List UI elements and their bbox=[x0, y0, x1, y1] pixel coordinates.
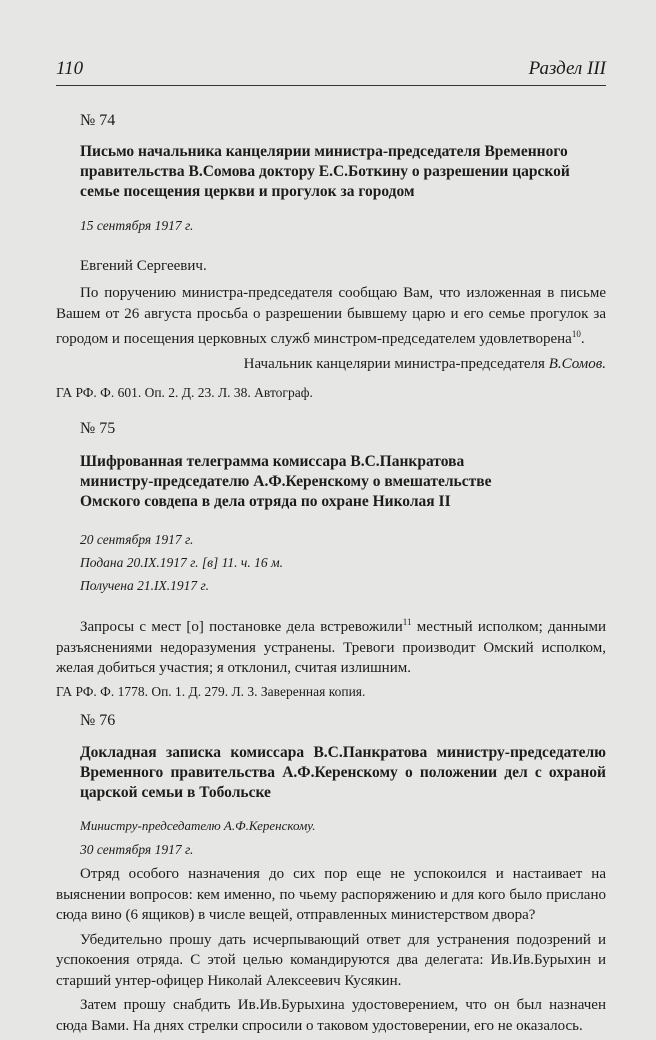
doc-74-body-end: . bbox=[580, 331, 585, 347]
doc-74-signature bbox=[244, 356, 606, 373]
doc-74-date: 15 сентября 1917 г. bbox=[80, 218, 194, 233]
page-number: 110 bbox=[56, 58, 84, 79]
signature-name: В.Сомов. bbox=[548, 356, 606, 372]
doc-74-body bbox=[56, 283, 606, 354]
doc-75-title: Шифрованная телеграмма комиссара В.С.Панкратова министру-председателю А.Ф.Керенскому о вмешательстве Омского совдепа в дела отряда по охране Николая II bbox=[80, 453, 492, 510]
doc-76-addressee: Министру-председателю А.Ф.Керенскому. bbox=[80, 818, 316, 833]
doc-76-title: Докладная записка комиссара В.С.Панкратова министру-председателю Временного правительства А.Ф.Керенскому о положении дел с охраной царской семьи в Тобольске bbox=[80, 744, 606, 801]
doc-74-body-text: По поручению министра-председателя сообщаю Вам, что изложенная в письме Вашем от 26 августа просьба о разрешении бывшему царю и его семье прогулок за городом и посещения церковных служб минстром-председателем удовлетворена bbox=[56, 285, 606, 347]
signature-role: Начальник канцелярии министра-председателя bbox=[243, 356, 545, 372]
doc-75-number: № 75 bbox=[80, 420, 116, 437]
doc-74-salutation: Евгений Сергеевич. bbox=[80, 258, 207, 274]
header-rule bbox=[56, 85, 606, 86]
doc-76-date: 30 сентября 1917 г. bbox=[80, 842, 194, 857]
doc-75-body-start: Запросы с мест [о] постановке дела встревожили bbox=[80, 619, 403, 635]
paragraph: Убедительно прошу дать исчерпывающий ответ для устранения подозрений и успокоения отряда. С этой целью командируются два делегата: Ив.Ив.Бурыхин и старший унтер-офицер Николай Алексеевич Кусякин. bbox=[56, 931, 606, 989]
doc-75-received: Получена 21.IX.1917 г. bbox=[80, 578, 209, 593]
doc-75-submitted: Подана 20.IX.1917 г. [в] 11. ч. 16 м. bbox=[80, 555, 283, 570]
section-title: Раздел III bbox=[528, 58, 606, 79]
paragraph: Отряд особого назначения до сих пор еще не успокоился и настаивает на выяснении вопросов: кем именно, по чьему распоряжению и для кого было прислано сюда вино (6 ящиков) в числе вещей, отправленных министерством двора? bbox=[56, 866, 606, 923]
doc-75-body-rest: местный исполком; данными разъяснениями недоразумения устранены. Тревоги производит Омский исполком, желая добиться участия; я отклонил, считая излишним. bbox=[56, 619, 606, 676]
footnote-ref: 11 bbox=[402, 617, 412, 627]
footnote-ref: 10 bbox=[571, 329, 581, 339]
doc-76-body bbox=[56, 864, 606, 1040]
doc-74-title: Письмо начальника канцелярии министра-председателя Временного правительства В.Сомова доктору Е.С.Боткину о разрешении царской семье посещения церкви и прогулок за городом bbox=[80, 143, 570, 200]
paragraph: Затем прошу снабдить Ив.Ив.Бурыхина удостоверением, что он был назначен сюда Вами. На днях стрелки спросили о таковом удостоверении, его не оказалось. bbox=[56, 997, 606, 1034]
doc-74-number: № 74 bbox=[80, 112, 116, 129]
doc-76-number: № 76 bbox=[80, 712, 116, 729]
doc-75-date: 20 сентября 1917 г. bbox=[80, 532, 194, 547]
doc-75-source: ГА РФ. Ф. 1778. Оп. 1. Д. 279. Л. 3. Заверенная копия. bbox=[56, 684, 366, 699]
doc-75-body bbox=[56, 612, 606, 683]
doc-74-source: ГА РФ. Ф. 601. Оп. 2. Д. 23. Л. 38. Автограф. bbox=[56, 385, 313, 400]
